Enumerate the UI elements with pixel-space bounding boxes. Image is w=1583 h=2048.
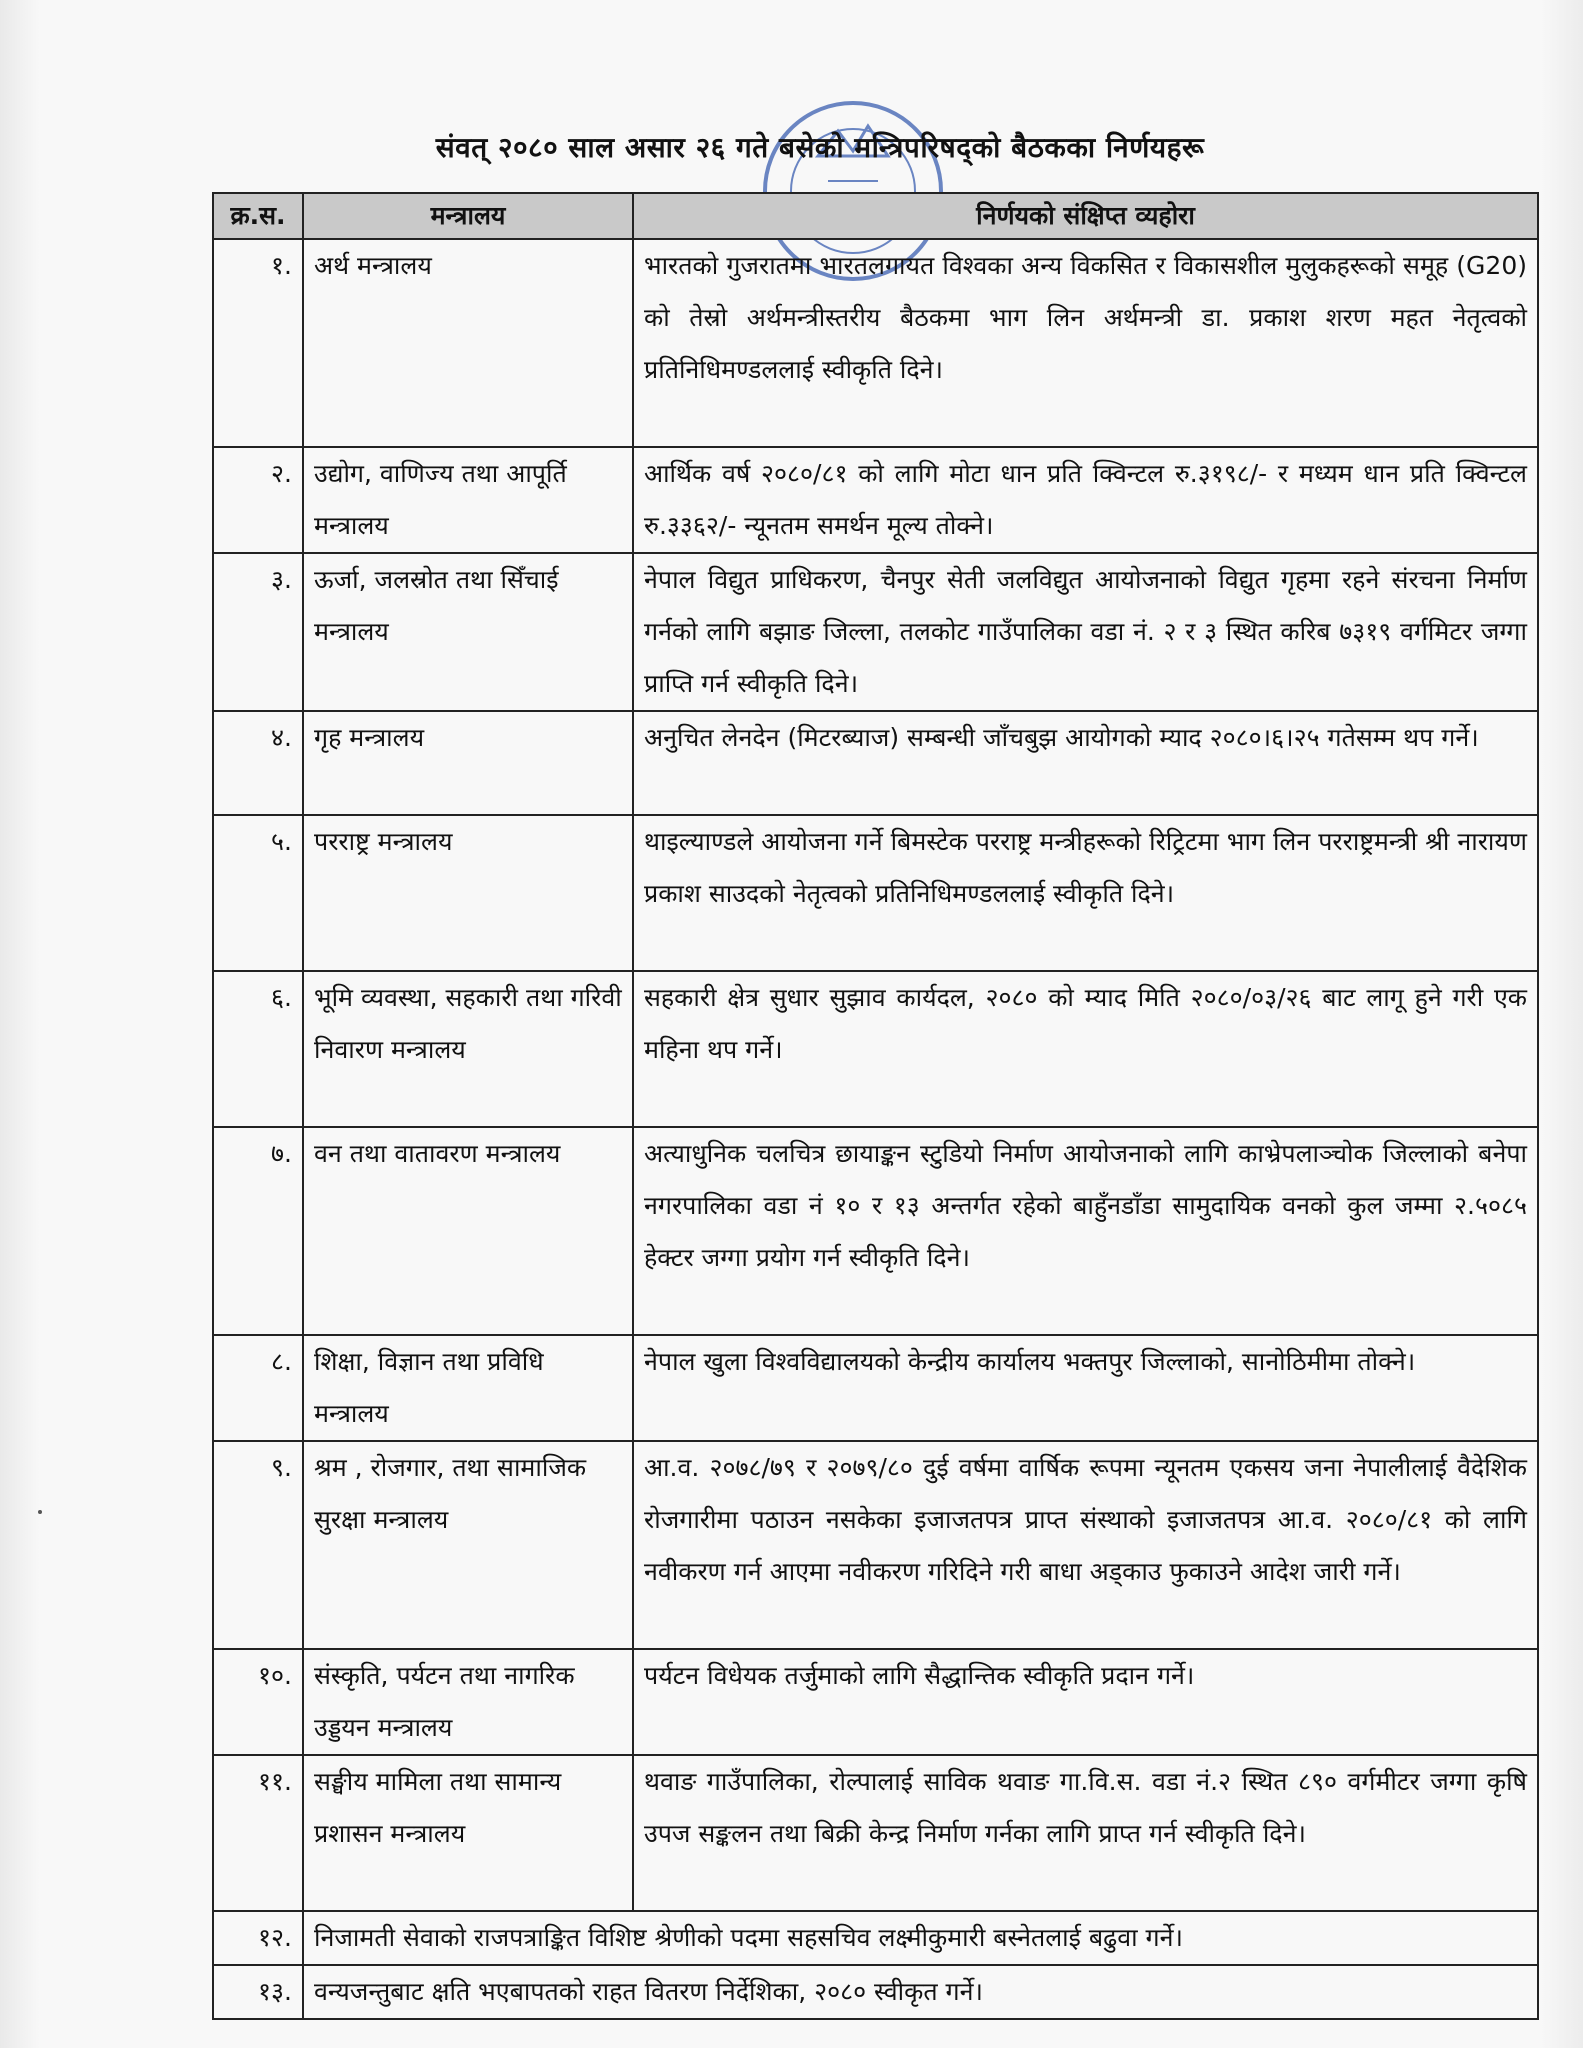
row-summary: आ.व. २०७८/७९ र २०७९/८० दुई वर्षमा वार्षिक रूपमा न्यूनतम एकसय जना नेपालीलाई वैदेशिक रोजगारीमा पठाउन नसकेका इजाजतपत्र प्राप्त संस्थाको इजाजतपत्र आ.व. २०८०/८१ को लागि नवीकरण गर्न आएमा नवीकरण गरिदिने गरी बाधा अड्काउ फुकाउने आदेश जारी गर्ने। — [633, 1441, 1538, 1649]
table-row — [213, 1965, 1538, 2019]
row-ministry: सङ्घीय मामिला तथा सामान्य प्रशासन मन्त्रालय — [303, 1755, 633, 1911]
row-sn: २. — [213, 447, 303, 553]
row-summary: अत्याधुनिक चलचित्र छायाङ्कन स्टुडियो निर्माण आयोजनाको लागि काभ्रेपलाञ्चोक जिल्लाको बनेपा नगरपालिका वडा नं १० र १३ अन्तर्गत रहेको बाहुँनडाँडा सामुदायिक वनको कुल जम्मा २.५०८५ हेक्टर जग्गा प्रयोग गर्न स्वीकृति दिने। — [633, 1127, 1538, 1335]
table-row — [213, 1755, 1538, 1911]
header-summary: निर्णयको संक्षिप्त व्यहोरा — [633, 193, 1538, 239]
row-summary: आर्थिक वर्ष २०८०/८१ को लागि मोटा धान प्रति क्विन्टल रु.३१९८/- र मध्यम धान प्रति क्विन्टल रु.३३६२/- न्यूनतम समर्थन मूल्य तोक्ने। — [633, 447, 1538, 553]
row-ministry: अर्थ मन्त्रालय — [303, 239, 633, 447]
row-summary: अनुचित लेनदेन (मिटरब्याज) सम्बन्धी जाँचबुझ आयोगको म्याद २०८०।६।२५ गतेसम्म थप गर्ने। — [633, 711, 1538, 815]
row-sn: १. — [213, 239, 303, 447]
table-row — [213, 815, 1538, 971]
row-ministry: परराष्ट्र मन्त्रालय — [303, 815, 633, 971]
row-sn: १३. — [213, 1965, 303, 2019]
row-summary: निजामती सेवाको राजपत्राङ्कित विशिष्ट श्रेणीको पदमा सहसचिव लक्ष्मीकुमारी बस्नेतलाई बढुवा गर्ने। — [303, 1911, 1538, 1965]
row-ministry: संस्कृति, पर्यटन तथा नागरिक उड्डयन मन्त्रालय — [303, 1649, 633, 1755]
table-row — [213, 447, 1538, 553]
table-row — [213, 1441, 1538, 1649]
row-sn: ३. — [213, 553, 303, 711]
row-ministry: गृह मन्त्रालय — [303, 711, 633, 815]
row-summary: नेपाल विद्युत प्राधिकरण, चैनपुर सेती जलविद्युत आयोजनाको विद्युत गृहमा रहने संरचना निर्माण गर्नको लागि बझाङ जिल्ला, तलकोट गाउँपालिका वडा नं. २ र ३ स्थित करिब ७३१९ वर्गमिटर जग्गा प्राप्ति गर्न स्वीकृति दिने। — [633, 553, 1538, 711]
row-sn: ११. — [213, 1755, 303, 1911]
row-ministry: श्रम , रोजगार, तथा सामाजिक सुरक्षा मन्त्रालय — [303, 1441, 633, 1649]
row-summary: भारतको गुजरातमा भारतलगायत विश्वका अन्य विकसित र विकासशील मुलुकहरूको समूह (G20) को तेस्रो अर्थमन्त्रीस्तरीय बैठकमा भाग लिन अर्थमन्त्री डा. प्रकाश शरण महत नेतृत्वको प्रतिनिधिमण्डललाई स्वीकृति दिने। — [633, 239, 1538, 447]
row-summary: वन्यजन्तुबाट क्षति भएबापतको राहत वितरण निर्देशिका, २०८० स्वीकृत गर्ने। — [303, 1965, 1538, 2019]
row-summary: थाइल्याण्डले आयोजना गर्ने बिमस्टेक परराष्ट्र मन्त्रीहरूको रिट्रिटमा भाग लिन परराष्ट्रमन्त्री श्री नारायण प्रकाश साउदको नेतृत्वको प्रतिनिधिमण्डललाई स्वीकृति दिने। — [633, 815, 1538, 971]
table-row — [213, 1127, 1538, 1335]
decisions-table — [212, 192, 1539, 2020]
row-ministry: ऊर्जा, जलस्रोत तथा सिँचाई मन्त्रालय — [303, 553, 633, 711]
row-sn: ५. — [213, 815, 303, 971]
table-row — [213, 971, 1538, 1127]
row-sn: ६. — [213, 971, 303, 1127]
row-sn: ९. — [213, 1441, 303, 1649]
row-summary: सहकारी क्षेत्र सुधार सुझाव कार्यदल, २०८० को म्याद मिति २०८०/०३/२६ बाट लागू हुने गरी एक महिना थप गर्ने। — [633, 971, 1538, 1127]
scan-speck — [38, 1510, 42, 1514]
row-summary: थवाङ गाउँपालिका, रोल्पालाई साविक थवाङ गा.वि.स. वडा नं.२ स्थित ८९० वर्गमीटर जग्गा कृषि उपज सङ्कलन तथा बिक्री केन्द्र निर्माण गर्नका लागि प्राप्त गर्न स्वीकृति दिने। — [633, 1755, 1538, 1911]
page-title: संवत् २०८० साल असार २६ गते बसेको मन्त्रिपरिषद्को बैठकका निर्णयहरू — [435, 131, 1205, 164]
header-ministry: मन्त्रालय — [303, 193, 633, 239]
row-ministry: उद्योग, वाणिज्य तथा आपूर्ति मन्त्रालय — [303, 447, 633, 553]
row-sn: १०. — [213, 1649, 303, 1755]
header-sn: क्र.स. — [213, 193, 303, 239]
row-sn: ७. — [213, 1127, 303, 1335]
row-ministry: वन तथा वातावरण मन्त्रालय — [303, 1127, 633, 1335]
row-summary: पर्यटन विधेयक तर्जुमाको लागि सैद्धान्तिक स्वीकृति प्रदान गर्ने। — [633, 1649, 1538, 1755]
row-sn: ८. — [213, 1335, 303, 1441]
row-summary: नेपाल खुला विश्वविद्यालयको केन्द्रीय कार्यालय भक्तपुर जिल्लाको, सानोठिमीमा तोक्ने। — [633, 1335, 1538, 1441]
row-sn: ४. — [213, 711, 303, 815]
table-row — [213, 239, 1538, 447]
table-row — [213, 711, 1538, 815]
table-row — [213, 553, 1538, 711]
table-row — [213, 1911, 1538, 1965]
table-row — [213, 1335, 1538, 1441]
row-sn: १२. — [213, 1911, 303, 1965]
row-ministry: शिक्षा, विज्ञान तथा प्रविधि मन्त्रालय — [303, 1335, 633, 1441]
table-header-row — [213, 193, 1538, 239]
table-row — [213, 1649, 1538, 1755]
row-ministry: भूमि व्यवस्था, सहकारी तथा गरिवी निवारण मन्त्रालय — [303, 971, 633, 1127]
